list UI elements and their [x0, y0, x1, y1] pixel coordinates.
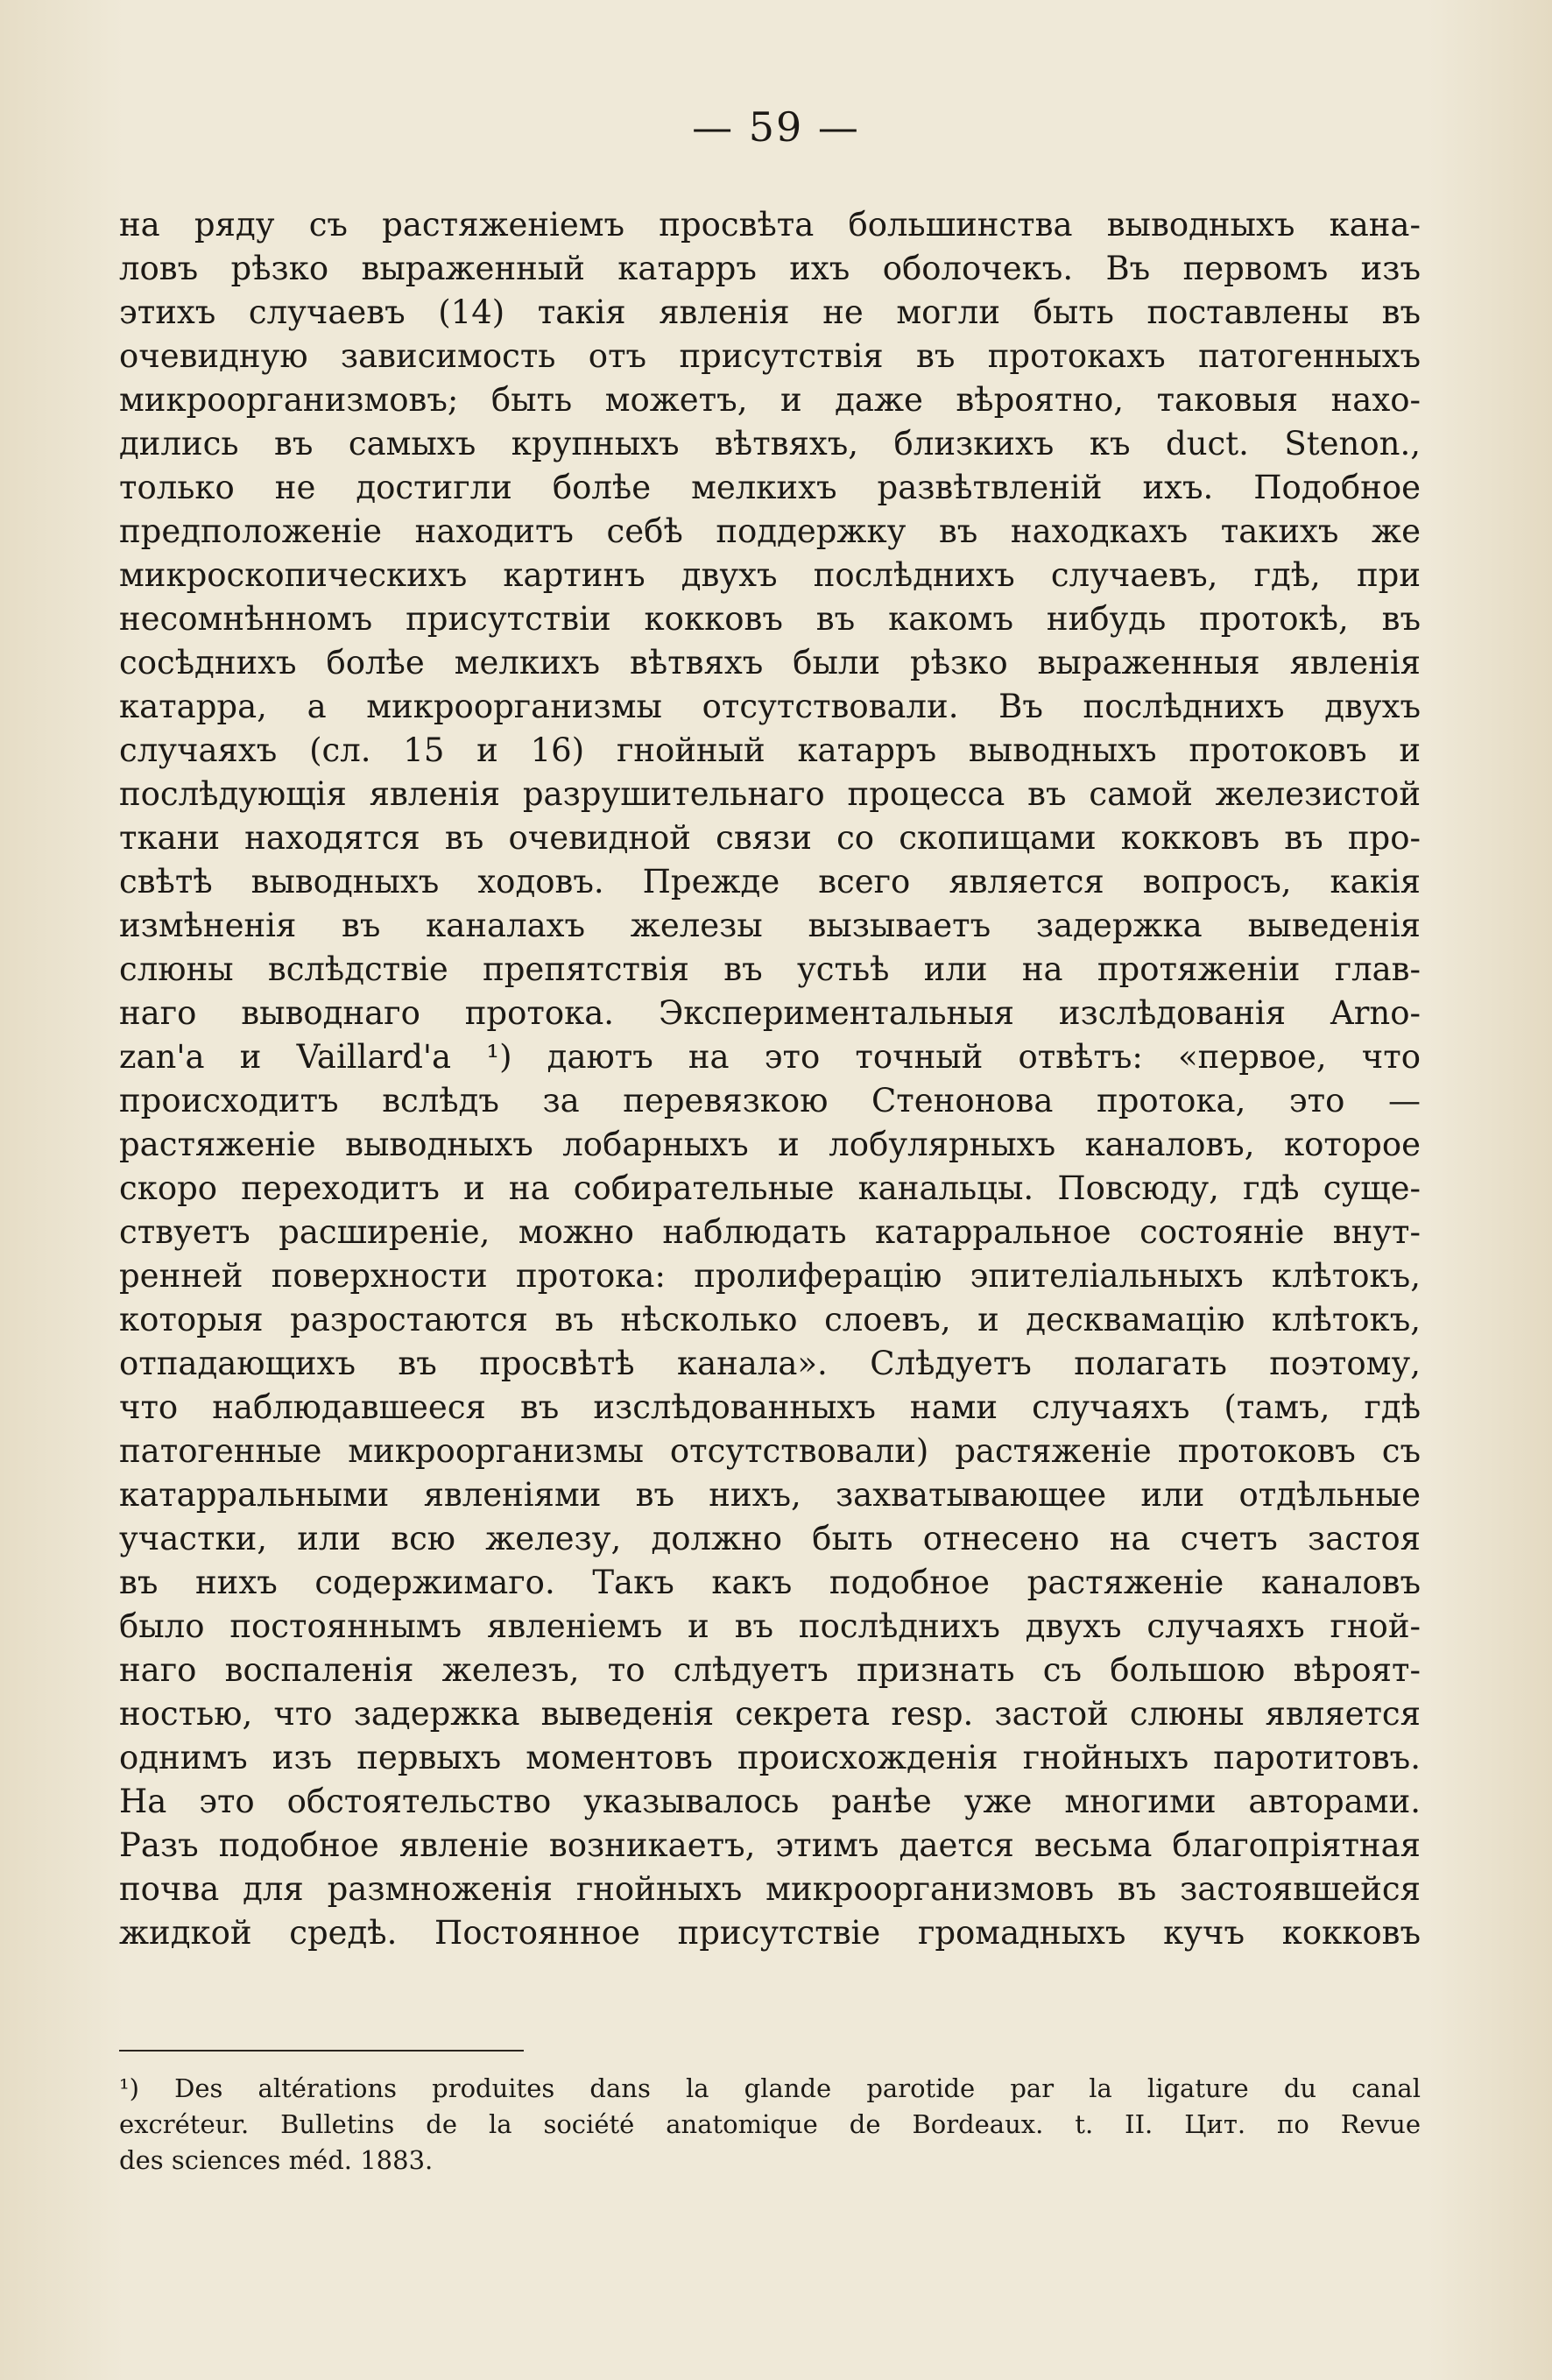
text-line: ловъ рѣзко выраженный катарръ ихъ оболочекъ. Въ первомъ изъ [119, 250, 1421, 287]
text-line: ренней поверхности протока: пролиферацію эпителіальныхъ клѣтокъ, [119, 1257, 1421, 1295]
text-line: однимъ изъ первыхъ моментовъ происхожденія гнойныхъ паротитовъ. [119, 1739, 1421, 1776]
text-line: наго выводнаго протока. Экспериментальныя изслѣдованія Arno- [119, 994, 1421, 1032]
page-number: — 59 — [692, 103, 860, 151]
text-line: предположеніе находитъ себѣ поддержку въ находкахъ такихъ же [119, 512, 1421, 550]
text-line: катарра, а микроорганизмы отсутствовали. Въ послѣднихъ двухъ [119, 688, 1421, 725]
footnote-line: ¹) Des altérations produites dans la glande parotide par la ligature du canal [119, 2073, 1421, 2103]
text-line: которыя разростаются въ нѣсколько слоевъ, и десквамацію клѣтокъ, [119, 1301, 1421, 1338]
text-line: растяженіе выводныхъ лобарныхъ и лобулярныхъ каналовъ, которое [119, 1126, 1421, 1163]
footnote-line: excréteur. Bulletins de la société anatomique de Bordeaux. t. II. Цит. по Revue [119, 2109, 1421, 2139]
text-line: сосѣднихъ болѣе мелкихъ вѣтвяхъ были рѣзко выраженныя явленія [119, 644, 1421, 682]
text-line: патогенные микроорганизмы отсутствовали) растяженіе протоковъ съ [119, 1432, 1421, 1470]
text-line: скоро переходитъ и на собирательные канальцы. Повсюду, гдѣ суще- [119, 1169, 1421, 1207]
footnote [119, 2071, 1421, 2179]
text-line: послѣдующія явленія разрушительнаго процесса въ самой железистой [119, 775, 1421, 813]
text-line: измѣненія въ каналахъ железы вызываетъ задержка выведенія [119, 907, 1421, 944]
text-line: участки, или всю железу, должно быть отнесено на счетъ застоя [119, 1520, 1421, 1557]
text-line: отпадающихъ въ просвѣтѣ канала». Слѣдуетъ полагать поэтому, [119, 1345, 1421, 1382]
text-line: микроорганизмовъ; быть можетъ, и даже вѣроятно, таковыя нахо- [119, 381, 1421, 419]
text-line: несомнѣнномъ присутствіи кокковъ въ какомъ нибудь протокѣ, въ [119, 600, 1421, 638]
text-line: микроскопическихъ картинъ двухъ послѣднихъ случаевъ, гдѣ, при [119, 556, 1421, 594]
text-line: zan'a и Vaillard'a ¹) даютъ на это точный отвѣтъ: «первое, что [119, 1038, 1421, 1076]
text-line: случаяхъ (сл. 15 и 16) гнойный катарръ выводныхъ протоковъ и [119, 731, 1421, 769]
text-line: происходитъ вслѣдъ за перевязкою Стенонова протока, это — [119, 1082, 1421, 1119]
text-line: что наблюдавшееся въ изслѣдованныхъ нами случаяхъ (тамъ, гдѣ [119, 1388, 1421, 1426]
text-line: въ нихъ содержимаго. Такъ какъ подобное растяженіе каналовъ [119, 1564, 1421, 1601]
text-line: слюны вслѣдствіе препятствія въ устьѣ или на протяженіи глав- [119, 950, 1421, 988]
text-line: ткани находятся въ очевидной связи со скопищами кокковъ въ про- [119, 819, 1421, 857]
text-line: очевидную зависимость отъ присутствія въ протокахъ патогенныхъ [119, 337, 1421, 375]
text-line: катарральными явленіями въ нихъ, захватывающее или отдѣльные [119, 1476, 1421, 1514]
text-line: почва для размноженія гнойныхъ микроорганизмовъ въ застоявшейся [119, 1870, 1421, 1908]
footnote-line: des sciences méd. 1883. [119, 2145, 434, 2175]
text-line: наго воспаленія железъ, то слѣдуетъ признать съ большою вѣроят- [119, 1651, 1421, 1689]
text-line: ствуетъ расширеніе, можно наблюдать катарральное состояніе внут- [119, 1213, 1421, 1251]
text-line: только не достигли болѣе мелкихъ развѣтвленій ихъ. Подобное [119, 469, 1421, 506]
text-line: свѣтѣ выводныхъ ходовъ. Прежде всего является вопросъ, какія [119, 863, 1421, 900]
footnote-divider [119, 2050, 524, 2052]
text-line: на ряду съ растяженіемъ просвѣта большинства выводныхъ кана- [119, 206, 1421, 244]
text-line: ностью, что задержка выведенія секрета resp. застой слюны является [119, 1695, 1421, 1733]
body-text [119, 203, 1421, 1955]
text-line: жидкой средѣ. Постоянное присутствіе громадныхъ кучъ кокковъ [119, 1914, 1421, 1952]
text-line: На это обстоятельство указывалось ранѣе уже многими авторами. [119, 1783, 1421, 1820]
text-line: Разъ подобное явленіе возникаетъ, этимъ дается весьма благопріятная [119, 1826, 1421, 1864]
text-line: дились въ самыхъ крупныхъ вѣтвяхъ, близкихъ къ duct. Stenon., [119, 425, 1421, 463]
text-line: было постояннымъ явленіемъ и въ послѣднихъ двухъ случаяхъ гной- [119, 1607, 1421, 1645]
text-line: этихъ случаевъ (14) такія явленія не могли быть поставлены въ [119, 293, 1421, 331]
